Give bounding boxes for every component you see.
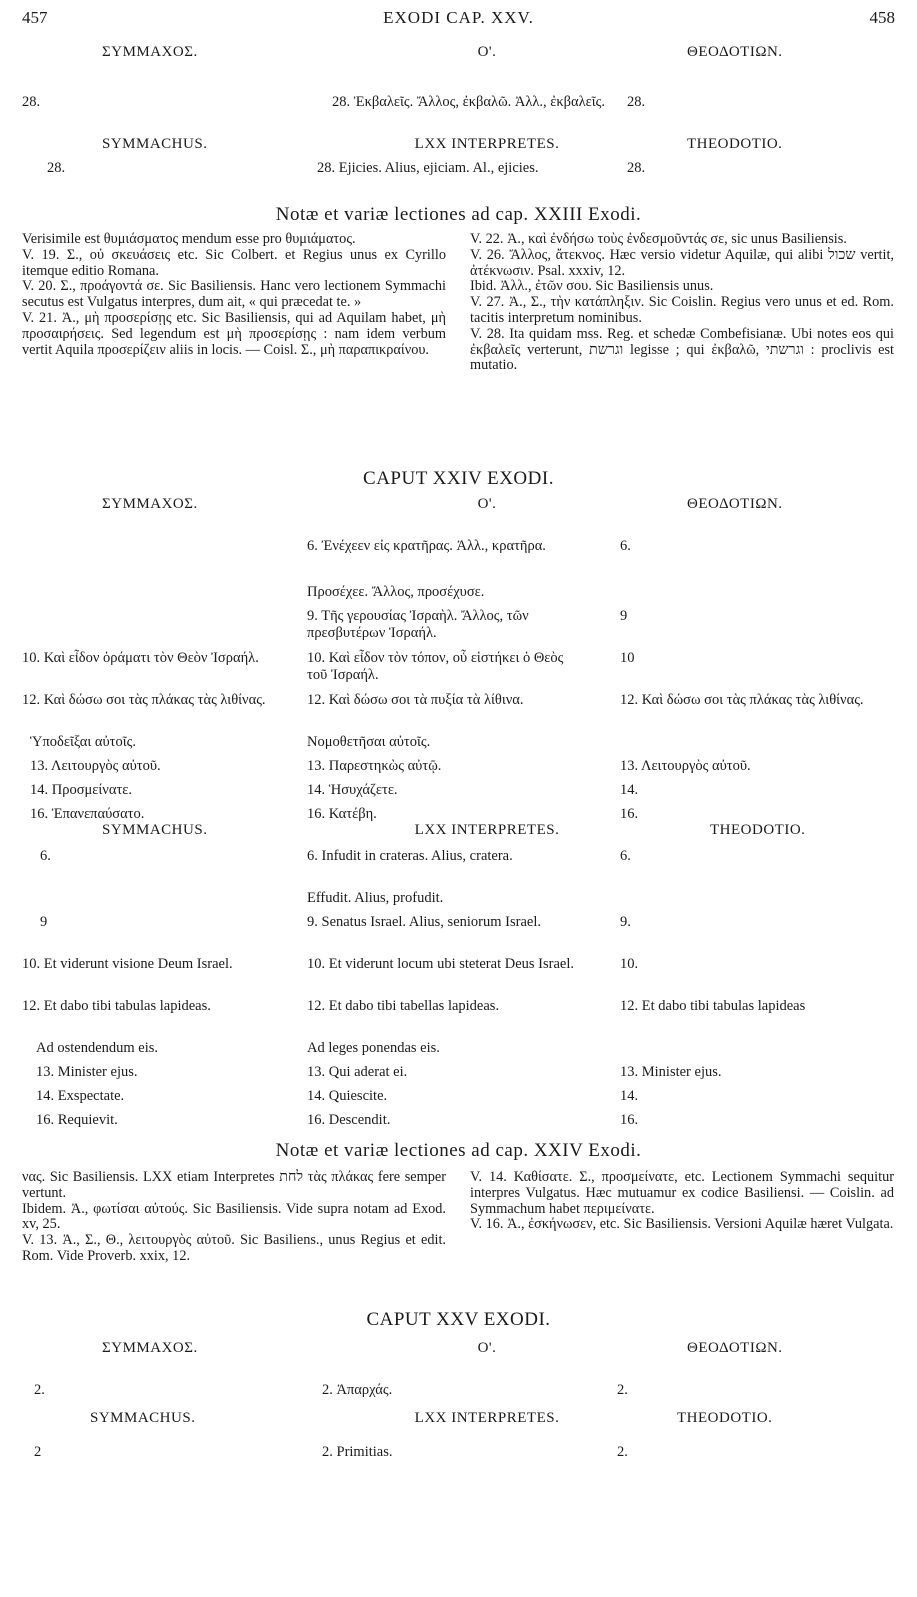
header-symmachus-lat: SYMMACHUS. — [90, 1410, 196, 1426]
notes-right-column — [470, 232, 894, 374]
note-paragraph: Ibidem. Ἀ., φωτίσαι αὐτούς. Sic Basiliensis. Vide supra notam ad Exod. xv, 25. — [22, 1200, 446, 1233]
note-paragraph: V. 20. Σ., προάγοντά σε. Sic Basiliensis. Hanc vero lectionem Symmachi secutus est Vulgatus interpres, dum ait, « qui præcedat te. » — [22, 278, 446, 311]
note-paragraph: V. 16. Ἀ., ἐσκήνωσεν, etc. Sic Basiliensis. Versioni Aquilæ hæret Vulgata. — [470, 1216, 894, 1233]
cell-symmachus: 9 — [40, 914, 48, 930]
header-lxx-gr: Ο'. — [477, 1340, 497, 1356]
notes-body-cap23 — [22, 232, 895, 462]
table-row — [22, 584, 895, 602]
cell-theodotion: 2. — [617, 1382, 628, 1398]
cell-lxx: Νομοθετῆσαι αὐτοῖς. — [307, 734, 431, 750]
cell-symmachus: 10. Et viderunt visione Deum Israel. — [22, 956, 233, 972]
cell-theodotion: 9 — [620, 608, 628, 624]
header-theodotion-gr: ΘΕΟΔΟΤΙΩΝ. — [687, 496, 783, 512]
cell-symmachus: 14. Exspectate. — [36, 1088, 125, 1104]
header-lxx-lat: LXX INTERPRETES. — [414, 1410, 560, 1426]
cell-symmachus: Ad ostendendum eis. — [36, 1040, 159, 1056]
header-symmachus-gr: ΣΥΜΜΑΧΟΣ. — [102, 44, 198, 60]
cell-symmachus: 12. Et dabo tibi tabulas lapideas. — [22, 998, 211, 1014]
cell-theodotion: 13. Minister ejus. — [620, 1064, 722, 1080]
cell-lxx: 2. Primitias. — [322, 1444, 393, 1460]
table-row — [22, 608, 895, 644]
header-theodotion-gr: ΘΕΟΔΟΤΙΩΝ. — [687, 44, 783, 60]
table-row — [22, 1040, 895, 1058]
section-cap24-latin-header — [22, 822, 895, 844]
column-headers-latin — [22, 822, 895, 844]
rows-cap24-latin — [22, 848, 895, 1136]
column-headers-greek — [22, 496, 895, 518]
rows-cap24-greek — [22, 538, 895, 830]
column-headers-greek — [22, 44, 895, 66]
table-row — [22, 1088, 895, 1106]
section-cap24-greek-header — [22, 496, 895, 518]
notes-left-column — [22, 232, 446, 358]
cell-theodotion: 10 — [620, 650, 635, 666]
row-cap25-greek — [22, 1382, 895, 1398]
table-row — [22, 998, 895, 1034]
page-number-right: 458 — [869, 8, 895, 27]
header-symmachus-lat: SYMMACHUS. — [102, 136, 208, 152]
note-paragraph: Ibid. Ἀλλ., ἐτῶν σου. Sic Basiliensis unus. — [470, 278, 714, 295]
header-lxx-gr: Ο'. — [477, 44, 497, 60]
cell-symmachus: 6. — [40, 848, 51, 864]
cell-symmachus: 16. Ἐπανεπαύσατο. — [30, 806, 145, 822]
chapter-title-24 — [22, 468, 895, 490]
cell-symmachus: 14. Προσμείνατε. — [30, 782, 132, 798]
note-paragraph: Verisimile est θυμιάσματος mendum esse pro θυμιάματος. — [22, 231, 356, 247]
section-cap23-latin — [22, 136, 895, 158]
cell-theodotion: 14. — [620, 1088, 639, 1104]
cell-symmachus: 13. Minister ejus. — [36, 1064, 138, 1080]
cell-lxx: 16. Κατέβη. — [307, 806, 377, 822]
note-paragraph: V. 28. Ita quidam mss. Reg. et schedæ Combefisianæ. Ubi notes eos qui ἐκβαλεῖς verterunt, וגרשת legisse ; qui ἐκβαλῶ, וגרשתי : proclivis est mutatio. — [470, 325, 895, 374]
cell-lxx: 12. Καὶ δώσω σοι τὰ πυξία τὰ λίθινα. — [307, 692, 524, 708]
cell-lxx: 16. Descendit. — [307, 1112, 391, 1128]
cell-lxx: 6. Infudit in crateras. Alius, cratera. — [307, 848, 513, 864]
header-lxx-lat: LXX INTERPRETES. — [414, 822, 560, 838]
header-theodotion-lat: THEODOTIO. — [677, 1410, 773, 1426]
header-symmachus-gr: ΣΥΜΜΑΧΟΣ. — [102, 496, 198, 512]
table-row — [22, 538, 895, 578]
cell-theodotion: 12. Καὶ δώσω σοι τὰς πλάκας τὰς λιθίνας. — [620, 692, 864, 708]
table-row — [22, 914, 895, 950]
note-paragraph: V. 13. Ἀ., Σ., Θ., λειτουργὸς αὐτοῦ. Sic Basiliens., unus Regius et edit. Rom. Vide Proverb. xxix, 12. — [22, 1232, 446, 1264]
running-head — [22, 6, 895, 34]
cell-symmachus: 12. Καὶ δώσω σοι τὰς πλάκας τὰς λιθίνας. — [22, 692, 266, 708]
table-row — [22, 758, 895, 776]
cell-lxx: 28. Ἐκβαλεῖς. Ἄλλος, ἐκβαλῶ. Ἀλλ., ἐκβαλεῖς. — [332, 94, 606, 110]
cell-theodotion: 16. — [620, 806, 639, 822]
section-cap23-greek — [22, 44, 895, 66]
cell-symmachus: 13. Λειτουργὸς αὐτοῦ. — [30, 758, 161, 774]
table-row — [22, 956, 895, 992]
cell-lxx: 13. Παρεστηκὼς αὐτῷ. — [307, 758, 442, 774]
cell-theodotion: 6. — [620, 848, 631, 864]
table-row — [22, 650, 895, 686]
notes-body-cap24 — [22, 1170, 895, 1300]
cell-lxx: 9. Τῆς γερουσίας Ἰσραὴλ. Ἄλλος, τῶν πρεσβυτέρων Ἰσραήλ. — [307, 608, 529, 641]
cell-lxx: 13. Qui aderat ei. — [307, 1064, 408, 1080]
header-theodotion-lat: THEODOTIO. — [687, 136, 783, 152]
cell-lxx: 9. Senatus Israel. Alius, seniorum Israel. — [307, 914, 541, 930]
column-headers-latin — [22, 1410, 895, 1432]
section-cap25-greek-header — [22, 1340, 895, 1362]
table-row — [22, 734, 895, 752]
cell-lxx: 10. Καὶ εἶδον τὸν τόπον, οὗ εἱστήκει ὁ Θεὸς τοῦ Ἰσραήλ. — [307, 650, 564, 683]
cell-lxx: Προσέχεε. Ἄλλος, προσέχυσε. — [307, 584, 485, 600]
section-cap25-latin-header — [22, 1410, 895, 1432]
cell-symmachus: 2. — [34, 1382, 45, 1398]
table-row — [22, 782, 895, 800]
table-row — [22, 1112, 895, 1130]
note-paragraph: V. 22. Ἀ., καὶ ἐνδήσω τοὺς ἐνδεσμοῦντάς σε, sic unus Basiliensis. — [470, 231, 847, 247]
note-paragraph: V. 21. Ἀ., μὴ προσερίσῃς etc. Sic Basiliensis, qui ad Aquilam habet, μὴ προσαιρήσεις. Sed legendum est μὴ προσερίσῃς : nam idem verbum vertit Aquila προσερίζειν aliis in locis. — Coisl. Σ., μὴ παραπικραίνου. — [22, 309, 446, 358]
cell-symmachus: 28. — [22, 94, 41, 110]
note-paragraph: V. 19. Σ., οὐ σκευάσεις etc. Sic Colbert. et Regius unus ex Cyrillo itemque editio Romana. — [22, 246, 446, 279]
header-lxx-gr: Ο'. — [477, 496, 497, 512]
table-row — [22, 890, 895, 908]
row-cap23-latin — [22, 160, 895, 176]
cell-lxx: 28. Ejicies. Alius, ejiciam. Al., ejicies. — [317, 160, 539, 176]
cell-theodotion: 14. — [620, 782, 639, 798]
cell-theodotion: 13. Λειτουργὸς αὐτοῦ. — [620, 758, 751, 774]
cell-theodotion: 16. — [620, 1112, 639, 1128]
table-row — [22, 1064, 895, 1082]
column-headers-latin — [22, 136, 895, 158]
notes-title-cap23: Notæ et variæ lectiones ad cap. XXIII Exodi. — [275, 204, 642, 225]
notes-cap24 — [22, 1140, 895, 1300]
cell-lxx: 10. Et viderunt locum ubi steterat Deus Israel. — [307, 956, 574, 972]
header-theodotion-lat: THEODOTIO. — [710, 822, 806, 838]
cell-lxx: Ad leges ponendas eis. — [307, 1040, 440, 1056]
header-theodotion-gr: ΘΕΟΔΟΤΙΩΝ. — [687, 1340, 783, 1356]
row-cap25-latin — [22, 1444, 895, 1460]
cell-symmachus: 2 — [34, 1444, 42, 1460]
note-paragraph: V. 14. Καθίσατε. Σ., προσμείνατε, etc. Lectionem Symmachi sequitur interpres Vulgatus. Hæc mutuamur ex codice Basiliensi. — Coislin. ad Symmachum habet περιμείνατε. — [470, 1169, 894, 1217]
table-row — [22, 692, 895, 728]
header-lxx-lat: LXX INTERPRETES. — [414, 136, 560, 152]
column-headers-greek — [22, 1340, 895, 1362]
notes-right-column — [470, 1170, 894, 1233]
cell-lxx: 14. Quiescite. — [307, 1088, 388, 1104]
cell-lxx: 2. Ἀπαρχάς. — [322, 1382, 393, 1398]
cell-lxx: Effudit. Alius, profudit. — [307, 890, 444, 906]
cell-symmachus: 10. Καὶ εἶδον ὁράματι τὸν Θεὸν Ἰσραήλ. — [22, 650, 259, 666]
row-cap23-greek — [22, 94, 895, 110]
table-row — [22, 848, 895, 884]
note-paragraph: νας. Sic Basiliensis. LXX etiam Interpretes לחת τὰς πλάκας fere semper vertunt. — [22, 1169, 446, 1201]
notes-cap23 — [22, 204, 895, 462]
notes-title-cap24: Notæ et variæ lectiones ad cap. XXIV Exodi. — [275, 1140, 642, 1161]
cell-theodotion: 9. — [620, 914, 631, 930]
cell-theodotion: 12. Et dabo tibi tabulas lapideas — [620, 998, 806, 1014]
cell-theodotion: 2. — [617, 1444, 628, 1460]
chapter-title: CAPUT XXIV EXODI. — [363, 468, 554, 489]
cell-symmachus: 16. Requievit. — [36, 1112, 118, 1128]
cell-symmachus: Ὑποδεῖξαι αὐτοῖς. — [30, 734, 137, 750]
notes-left-column — [22, 1170, 446, 1265]
cell-lxx: 12. Et dabo tibi tabellas lapideas. — [307, 998, 500, 1014]
cell-theodotion: 10. — [620, 956, 639, 972]
page-number-left: 457 — [22, 8, 48, 27]
header-symmachus-gr: ΣΥΜΜΑΧΟΣ. — [102, 1340, 198, 1356]
chapter-title-25 — [22, 1309, 895, 1331]
cell-symmachus: 28. — [47, 160, 66, 176]
note-paragraph: V. 27. Ἀ., Σ., τὴν κατάπληξιν. Sic Coislin. Regius vero unus et ed. Rom. tacitis interpretum nominibus. — [470, 294, 894, 326]
note-paragraph: V. 26. Ἄλλος, ἄτεκνος. Hæc versio videtur Aquilæ, qui alibi שכול vertit, ἀτέκνωσιν. Psal. xxxiv, 12. — [470, 246, 894, 279]
header-symmachus-lat: SYMMACHUS. — [102, 822, 208, 838]
cell-lxx: 6. Ἐνέχεεν εἰς κρατῆρας. Ἀλλ., κρατῆρα. — [307, 538, 546, 554]
cell-theodotion: 6. — [620, 538, 631, 554]
running-title: EXODI CAP. XXV. — [383, 8, 534, 27]
cell-theodotion: 28. — [627, 94, 646, 110]
chapter-title: CAPUT XXV EXODI. — [366, 1309, 551, 1330]
cell-theodotion: 28. — [627, 160, 646, 176]
cell-lxx: 14. Ἡσυχάζετε. — [307, 782, 398, 798]
